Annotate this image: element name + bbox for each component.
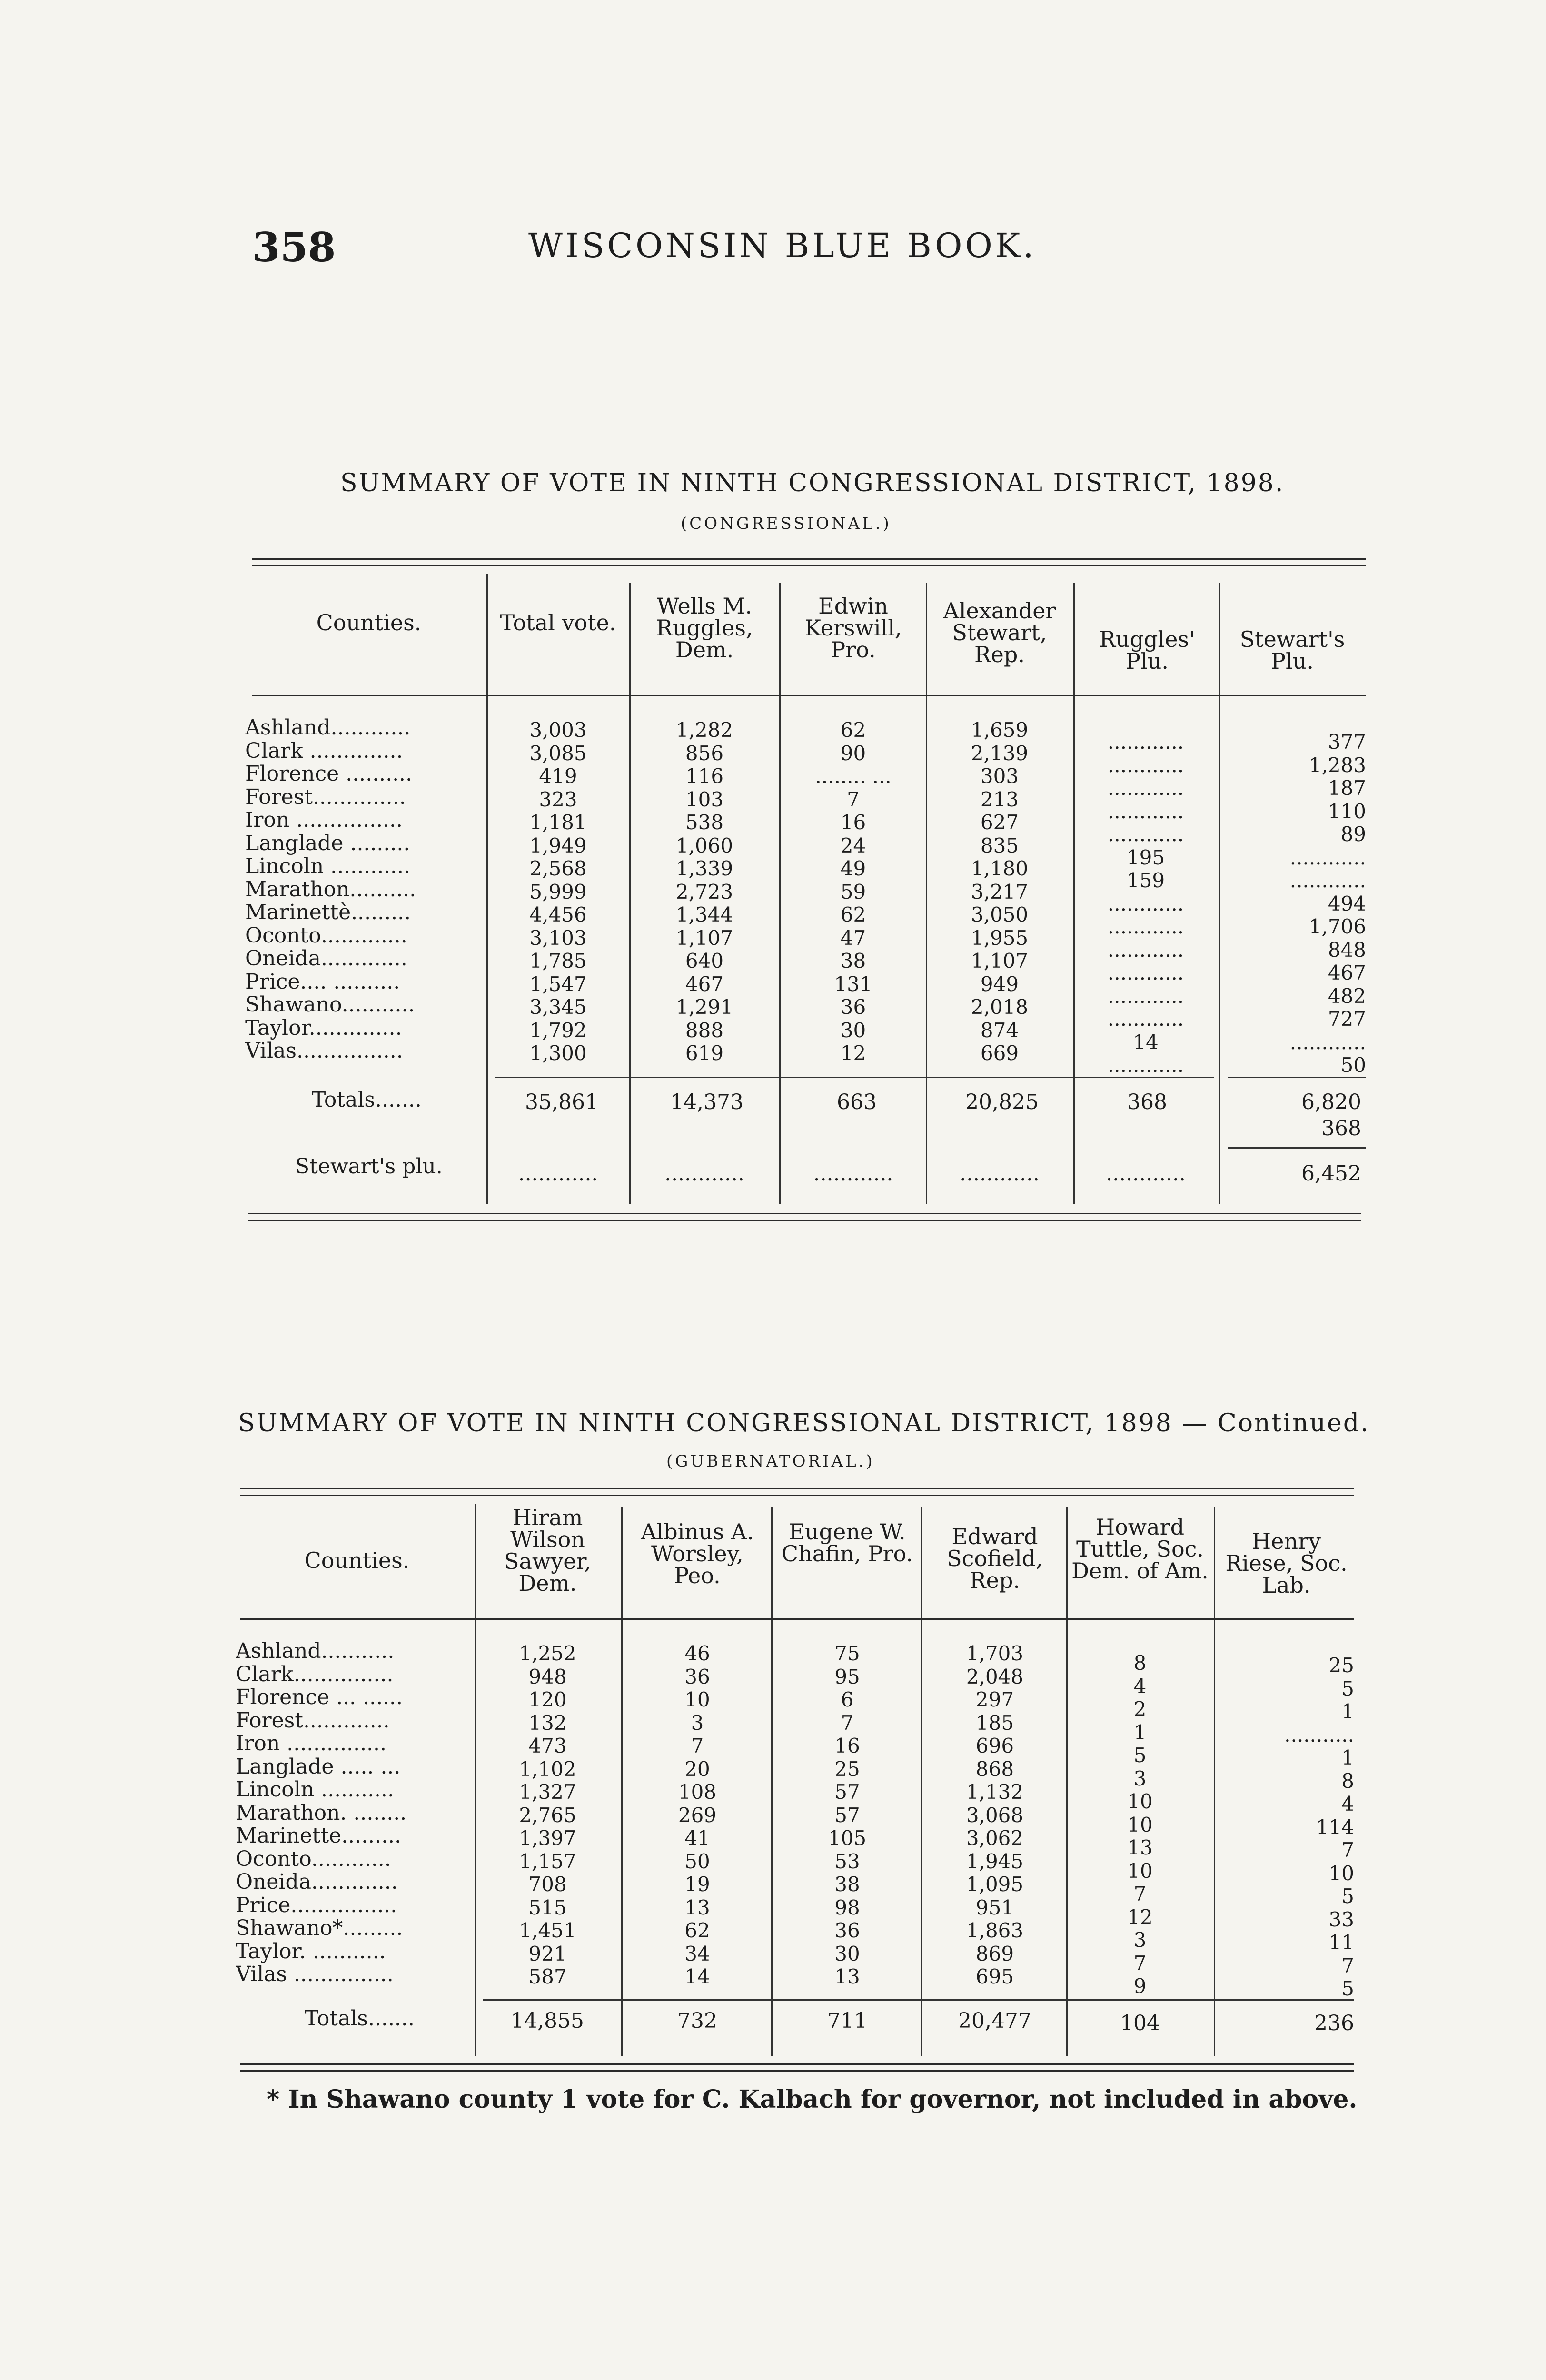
t2-cell: 869	[975, 1942, 1014, 1965]
t2-county: Vilas ...............	[236, 1963, 394, 1986]
t2-cell: 5	[1341, 1977, 1354, 2000]
t2-cell: 921	[528, 1942, 567, 1965]
t1-header-counties: Counties.	[316, 610, 422, 635]
t1-county: Clark ..............	[245, 739, 403, 763]
t2-county: Langlade ..... ...	[236, 1755, 401, 1778]
t2-cell: 1	[1341, 1700, 1354, 1723]
t1-cell: 213	[980, 787, 1019, 811]
table2-bottom-rule-2	[240, 2070, 1354, 2072]
table2-col-rule	[621, 1507, 623, 2056]
t1-cell: 467	[685, 972, 724, 996]
t1-cell: ........ ...	[815, 764, 892, 788]
t2-cell: 1	[1133, 1720, 1147, 1744]
table2-top-rule	[240, 1488, 1354, 1489]
t2-total-worsley: 732	[677, 2009, 717, 2033]
t1-county: Price.... ..........	[245, 970, 400, 993]
t2-cell: 695	[975, 1965, 1014, 1988]
table2-bottom-rule	[240, 2063, 1354, 2065]
t2-cell: 53	[834, 1849, 860, 1873]
t2-cell: 10	[1127, 1790, 1153, 1813]
t1-cell: 159	[1126, 869, 1165, 892]
t1-cell: ............	[1107, 1053, 1184, 1077]
t1-cell: 2,139	[971, 741, 1029, 765]
t2-cell: 38	[834, 1873, 860, 1896]
t2-total-tuttle: 104	[1120, 2011, 1160, 2035]
t1-cell: ............	[1107, 1007, 1184, 1031]
footnote: * In Shawano county 1 vote for C. Kalbach for governor, not included in above.	[267, 2085, 1358, 2114]
t2-cell: 2	[1133, 1697, 1147, 1721]
t1-cell: ............	[1107, 776, 1184, 800]
t1-header-kerswill: Edwin Kerswill, Pro.	[804, 593, 902, 663]
t1-cell: 2,018	[971, 995, 1029, 1019]
t2-cell: 25	[834, 1757, 860, 1781]
t1-cell: 16	[840, 811, 866, 834]
t2-cell: 4	[1133, 1674, 1147, 1698]
t2-cell: 9	[1133, 1974, 1147, 1998]
t2-county: Ashland...........	[236, 1640, 395, 1663]
t2-cell: 1,132	[966, 1780, 1024, 1804]
t2-header-worsley: Albinus A. Worsley, Peo.	[641, 1519, 754, 1588]
t2-cell: 948	[528, 1665, 567, 1688]
t2-cell: 75	[834, 1642, 860, 1665]
t2-county: Oconto............	[236, 1847, 391, 1871]
t1-cell: ............	[1107, 730, 1184, 754]
t2-cell: 108	[678, 1780, 717, 1804]
t1-cell: 538	[685, 811, 724, 834]
t2-cell: 1,703	[966, 1642, 1024, 1665]
t1-cell: 2,568	[529, 857, 587, 880]
t2-cell: 3,068	[966, 1803, 1024, 1827]
t1-cell: 888	[685, 1018, 724, 1042]
t2-cell: 36	[834, 1919, 860, 1942]
t2-total-scofield: 20,477	[958, 2009, 1031, 2033]
t1-cell: 494	[1328, 892, 1366, 915]
t1-dots: ............	[664, 1161, 744, 1186]
t2-cell: 1	[1341, 1746, 1354, 1769]
t2-cell: 868	[975, 1757, 1014, 1781]
t1-header-stewart: Alexander Stewart, Rep.	[943, 598, 1056, 667]
t2-cell: 2,765	[519, 1803, 576, 1827]
t2-county: Lincoln ...........	[236, 1778, 395, 1802]
t2-cell: 7	[1341, 1954, 1354, 1977]
table1-subtitle: (CONGRESSIONAL.)	[681, 514, 892, 533]
t1-cell: 195	[1126, 845, 1165, 869]
table2-col-rule	[771, 1507, 773, 2056]
t2-cell: 3	[1133, 1928, 1147, 1952]
t1-cell: 1,060	[675, 833, 733, 857]
t1-cell: ............	[1107, 961, 1184, 984]
t1-cell: 419	[539, 764, 577, 788]
t1-county: Florence ..........	[245, 763, 413, 786]
t1-county: Marinettè.........	[245, 901, 411, 924]
t2-cell: 1,157	[519, 1849, 576, 1873]
t1-cell: 59	[840, 880, 866, 903]
t1-header-total: Total vote.	[500, 610, 616, 635]
t2-cell: 5	[1341, 1676, 1354, 1700]
table1-top-rule	[252, 558, 1366, 560]
table1-col-rule	[926, 583, 927, 1204]
table1-bottom-rule	[248, 1213, 1361, 1214]
t2-county: Iron ...............	[236, 1732, 387, 1755]
t2-cell: 34	[684, 1942, 710, 1965]
t2-cell: 105	[828, 1826, 867, 1850]
t1-cell: 627	[980, 811, 1019, 834]
t1-header-stewart-plu: Stewart's Plu.	[1239, 626, 1345, 674]
t1-cell: ............	[1107, 938, 1184, 962]
t2-cell: 7	[1133, 1951, 1147, 1975]
t1-county: Oneida.............	[245, 947, 407, 971]
t2-cell: 30	[834, 1942, 860, 1965]
t1-cell: ............	[1107, 823, 1184, 846]
t2-county: Price................	[236, 1894, 397, 1917]
t1-cell: 856	[685, 741, 724, 765]
t1-cell: 89	[1340, 823, 1366, 846]
t1-cell: ............	[1289, 869, 1366, 892]
t1-cell: 1,547	[529, 972, 587, 996]
t1-cell: 835	[980, 833, 1019, 857]
t2-cell: 20	[684, 1757, 710, 1781]
t1-cell: 30	[840, 1018, 866, 1042]
table2-title: SUMMARY OF VOTE IN NINTH CONGRESSIONAL DISTRICT, 1898 — Continued.	[238, 1409, 1370, 1438]
t1-cell: 50	[1340, 1053, 1366, 1077]
t1-cell: 874	[980, 1018, 1019, 1042]
t2-cell: 7	[1133, 1882, 1147, 1905]
t1-cell: 3,345	[529, 995, 587, 1019]
t1-ruggles-plu-col	[1077, 731, 1215, 1077]
t2-cell: 185	[975, 1711, 1014, 1735]
t1-cell: 47	[840, 926, 866, 950]
t1-county: Taylor..............	[245, 1016, 402, 1040]
t2-header-scofield: Edward Scofield, Rep.	[947, 1524, 1043, 1593]
t2-cell: 587	[528, 1965, 567, 1988]
table1-col-rule	[1219, 583, 1220, 1204]
t2-cell: 515	[528, 1895, 567, 1919]
t1-county: Langlade .........	[245, 832, 410, 855]
t1-cell: 3,085	[529, 741, 587, 765]
t2-cell: 36	[684, 1665, 710, 1688]
table1-col-rule	[486, 574, 488, 1204]
t1-cell: ............	[1107, 984, 1184, 1008]
t1-header-ruggles: Wells M. Ruggles, Dem.	[656, 593, 753, 663]
t1-cell: ............	[1107, 753, 1184, 777]
t1-cell: 1,339	[675, 857, 733, 880]
t1-total-ruggles-plu: 368	[1127, 1090, 1167, 1114]
t1-cell: 90	[840, 741, 866, 765]
t2-county: Oneida.............	[236, 1871, 398, 1894]
t2-cell: 10	[1328, 1861, 1354, 1885]
t2-cell: 1,945	[966, 1849, 1024, 1873]
t1-cell: 5,999	[529, 880, 587, 903]
t1-cell: 36	[840, 995, 866, 1019]
t2-cell: 11	[1328, 1931, 1354, 1954]
t1-cell: 1,659	[971, 718, 1029, 742]
t2-cell: 696	[975, 1734, 1014, 1757]
t2-cell: 50	[684, 1849, 710, 1873]
table1-bottom-rule-2	[248, 1220, 1361, 1221]
table2-header-rule	[240, 1618, 1354, 1620]
t1-cell: 2,723	[675, 880, 733, 903]
t1-cell: ............	[1289, 1030, 1366, 1054]
t1-cell: ............	[1289, 845, 1366, 869]
t1-total-kerswill: 663	[837, 1090, 877, 1114]
t2-cell: ...........	[1284, 1723, 1354, 1746]
t1-cell: 12	[840, 1041, 866, 1065]
t1-county: Iron ................	[245, 809, 403, 832]
t1-cell: 848	[1328, 938, 1366, 962]
t2-cell: 13	[684, 1895, 710, 1919]
t1-county: Lincoln ............	[245, 855, 410, 878]
t2-cell: 951	[975, 1895, 1014, 1919]
t1-cell: 3,217	[971, 880, 1029, 903]
t2-cell: 4	[1341, 1792, 1354, 1815]
t2-county: Marathon. ........	[236, 1801, 407, 1825]
t1-cell: ............	[1107, 799, 1184, 823]
t1-stewart-minus: 368	[1321, 1116, 1361, 1140]
t1-county: Oconto.............	[245, 924, 407, 947]
t2-cell: 57	[834, 1780, 860, 1804]
t1-cell: 3,103	[529, 926, 587, 950]
t1-cell: 727	[1328, 1007, 1366, 1031]
t2-cell: 3,062	[966, 1826, 1024, 1850]
t2-cell: 57	[834, 1803, 860, 1827]
t1-dots: ............	[1106, 1161, 1186, 1186]
t2-cell: 10	[1127, 1859, 1153, 1883]
t1-ruggles-col	[635, 719, 773, 1065]
t2-cell: 114	[1316, 1815, 1354, 1839]
t2-cell: 12	[1127, 1905, 1153, 1929]
t1-cell: 1,344	[675, 903, 733, 926]
t1-cell: 3,050	[971, 903, 1029, 926]
t1-cell: 116	[685, 764, 724, 788]
t2-total-riese: 236	[1314, 2011, 1354, 2035]
t1-cell: 1,283	[1308, 753, 1366, 777]
t2-cell: 2,048	[966, 1665, 1024, 1688]
t1-cell: 187	[1328, 776, 1366, 800]
t2-cell: 7	[841, 1711, 854, 1735]
t1-cell: 103	[685, 787, 724, 811]
t2-header-tuttle: Howard Tuttle, Soc. Dem. of Am.	[1071, 1514, 1209, 1584]
t2-cell: 1,095	[966, 1873, 1024, 1896]
t1-county: Forest..............	[245, 785, 406, 809]
t1-cell: 1,282	[675, 718, 733, 742]
t1-cell: 3,003	[529, 718, 587, 742]
t1-cell: 1,291	[675, 995, 733, 1019]
t1-cell: 4,456	[529, 903, 587, 926]
t2-cell: 5	[1341, 1884, 1354, 1908]
t1-cell: 669	[980, 1041, 1019, 1065]
t1-diff-rule	[1228, 1147, 1366, 1149]
page-number: 358	[252, 224, 336, 271]
t2-totals-rule	[483, 1999, 1354, 2001]
t2-cell: 297	[975, 1688, 1014, 1711]
t2-county: Forest.............	[236, 1709, 390, 1732]
running-title: WISCONSIN BLUE BOOK.	[528, 226, 1037, 265]
t2-cell: 8	[1133, 1651, 1147, 1675]
table2-col-rule	[1214, 1507, 1215, 2056]
table1-col-rule	[1073, 583, 1075, 1204]
t1-county: Marathon..........	[245, 878, 416, 901]
t2-cell: 708	[528, 1873, 567, 1896]
t2-header-sawyer: Hiram Wilson Sawyer, Dem.	[504, 1505, 592, 1596]
t1-dots: ............	[813, 1161, 893, 1186]
t2-cell: 1,397	[519, 1826, 576, 1850]
t2-county: Shawano*.........	[236, 1917, 403, 1940]
t2-scofield-col	[926, 1642, 1064, 1989]
t2-cell: 25	[1328, 1654, 1354, 1677]
t2-cell: 98	[834, 1895, 860, 1919]
t1-total-ruggles: 14,373	[670, 1090, 743, 1114]
t1-header-ruggles-plu: Ruggles' Plu.	[1099, 626, 1195, 674]
t1-cell: 377	[1328, 730, 1366, 754]
t1-cell: 640	[685, 949, 724, 972]
t1-county: Vilas................	[245, 1040, 403, 1063]
t2-header-riese: Henry Riese, Soc. Lab.	[1225, 1528, 1348, 1598]
table2-top-rule-2	[240, 1495, 1354, 1496]
t1-stewart-col	[931, 719, 1069, 1065]
t2-cell: 46	[684, 1642, 710, 1665]
t2-cell: 10	[1127, 1813, 1153, 1836]
t2-total-chafin: 711	[827, 2009, 867, 2033]
t2-county-list	[236, 1640, 471, 1986]
t2-riese-col	[1219, 1654, 1354, 2001]
t1-cell: 62	[840, 718, 866, 742]
t2-cell: 473	[528, 1734, 567, 1757]
t2-cell: 1,252	[519, 1642, 576, 1665]
t1-cell: 1,181	[529, 811, 587, 834]
table2-col-rule	[475, 1504, 476, 2056]
t1-cell: 619	[685, 1041, 724, 1065]
t1-totals-rule	[1228, 1077, 1366, 1078]
table1-top-rule-2	[252, 565, 1366, 566]
table2-subtitle: (GUBERNATORIAL.)	[666, 1452, 875, 1471]
t1-cell: 7	[847, 787, 860, 811]
t1-cell: ............	[1107, 892, 1184, 915]
t2-county: Marinette.........	[236, 1825, 402, 1848]
t2-cell: 3	[1133, 1766, 1147, 1790]
table2-col-rule	[921, 1507, 922, 2056]
t2-cell: 16	[834, 1734, 860, 1757]
t1-cell: 1,107	[971, 949, 1029, 972]
page-header	[252, 224, 1299, 281]
t1-cell: 14	[1133, 1030, 1159, 1054]
t2-cell: 269	[678, 1803, 717, 1827]
t1-cell: 482	[1328, 984, 1366, 1008]
t2-chafin-col	[776, 1642, 919, 1989]
t1-total-stewart-plu: 6,820	[1301, 1090, 1361, 1114]
t1-cell: 1,706	[1308, 915, 1366, 938]
table1-col-rule	[779, 583, 781, 1204]
t1-cell: 110	[1328, 799, 1366, 823]
t2-cell: 6	[841, 1688, 854, 1711]
t2-cell: 8	[1341, 1769, 1354, 1793]
t1-cell: 62	[840, 903, 866, 926]
t1-county: Ashland............	[245, 716, 411, 740]
table1-title: SUMMARY OF VOTE IN NINTH CONGRESSIONAL DISTRICT, 1898.	[340, 469, 1285, 497]
t2-cell: 132	[528, 1711, 567, 1735]
t1-cell: 1,955	[971, 926, 1029, 950]
t1-cell: 1,785	[529, 949, 587, 972]
t1-total-col	[490, 719, 626, 1065]
t1-cell: 1,792	[529, 1018, 587, 1042]
t2-cell: 10	[684, 1688, 710, 1711]
t1-county: Shawano...........	[245, 993, 415, 1017]
t1-cell: 1,300	[529, 1041, 587, 1065]
t2-cell: 41	[684, 1826, 710, 1850]
t2-cell: 13	[834, 1965, 860, 1988]
t2-header-counties: Counties.	[304, 1547, 410, 1573]
t1-cell: 49	[840, 857, 866, 880]
t2-cell: 1,863	[966, 1919, 1024, 1942]
t2-tuttle-col	[1071, 1652, 1209, 1998]
t2-cell: 7	[1341, 1838, 1354, 1862]
t1-cell: ............	[1107, 915, 1184, 938]
t2-county: Clark...............	[236, 1663, 394, 1686]
t2-cell: 95	[834, 1665, 860, 1688]
t1-stewart-plu-col	[1223, 731, 1366, 1077]
t1-cell: 131	[834, 972, 872, 996]
t2-cell: 13	[1127, 1836, 1153, 1859]
t1-cell: 24	[840, 833, 866, 857]
t2-cell: 7	[691, 1734, 704, 1757]
t2-header-chafin: Eugene W. Chafin, Pro.	[781, 1519, 913, 1567]
t1-cell: 467	[1328, 961, 1366, 984]
t2-cell: 14	[684, 1965, 710, 1988]
t2-totals-label: Totals.......	[305, 2006, 415, 2031]
t1-cell: 38	[840, 949, 866, 972]
t2-cell: 5	[1133, 1744, 1147, 1767]
t1-total-stewart: 20,825	[965, 1090, 1039, 1114]
t1-county-list	[245, 716, 481, 1063]
t2-sawyer-col	[480, 1642, 615, 1989]
t1-totals-rule	[495, 1077, 1214, 1078]
t2-cell: 33	[1328, 1907, 1354, 1931]
t2-cell: 1,327	[519, 1780, 576, 1804]
table1-header-rule	[252, 695, 1366, 696]
t1-dots: ............	[960, 1161, 1040, 1186]
t1-cell: 303	[980, 764, 1019, 788]
t2-cell: 62	[684, 1919, 710, 1942]
t2-cell: 1,102	[519, 1757, 576, 1781]
t1-cell: 1,949	[529, 833, 587, 857]
t2-total-sawyer: 14,855	[511, 2009, 584, 2033]
table2-col-rule	[1066, 1507, 1068, 2056]
t2-county: Taylor. ...........	[236, 1940, 386, 1963]
t2-cell: 3	[691, 1711, 704, 1735]
t1-kerswill-col	[785, 719, 921, 1065]
t1-dots: ............	[518, 1161, 598, 1186]
t2-cell: 1,451	[519, 1919, 576, 1942]
t1-cell: 949	[980, 972, 1019, 996]
t2-cell: 120	[528, 1688, 567, 1711]
t1-total-total: 35,861	[525, 1090, 598, 1114]
t2-cell: 19	[684, 1873, 710, 1896]
t1-stewart-plu-label: Stewart's plu.	[295, 1154, 443, 1179]
t1-cell: 323	[539, 787, 577, 811]
table1-col-rule	[629, 583, 631, 1204]
t1-stewart-plu-value: 6,452	[1301, 1161, 1361, 1186]
t2-worsley-col	[626, 1642, 769, 1989]
t1-cell: 1,180	[971, 857, 1029, 880]
t1-totals-label: Totals.......	[312, 1088, 422, 1112]
t1-cell: 1,107	[675, 926, 733, 950]
t2-county: Florence ... ......	[236, 1686, 403, 1709]
